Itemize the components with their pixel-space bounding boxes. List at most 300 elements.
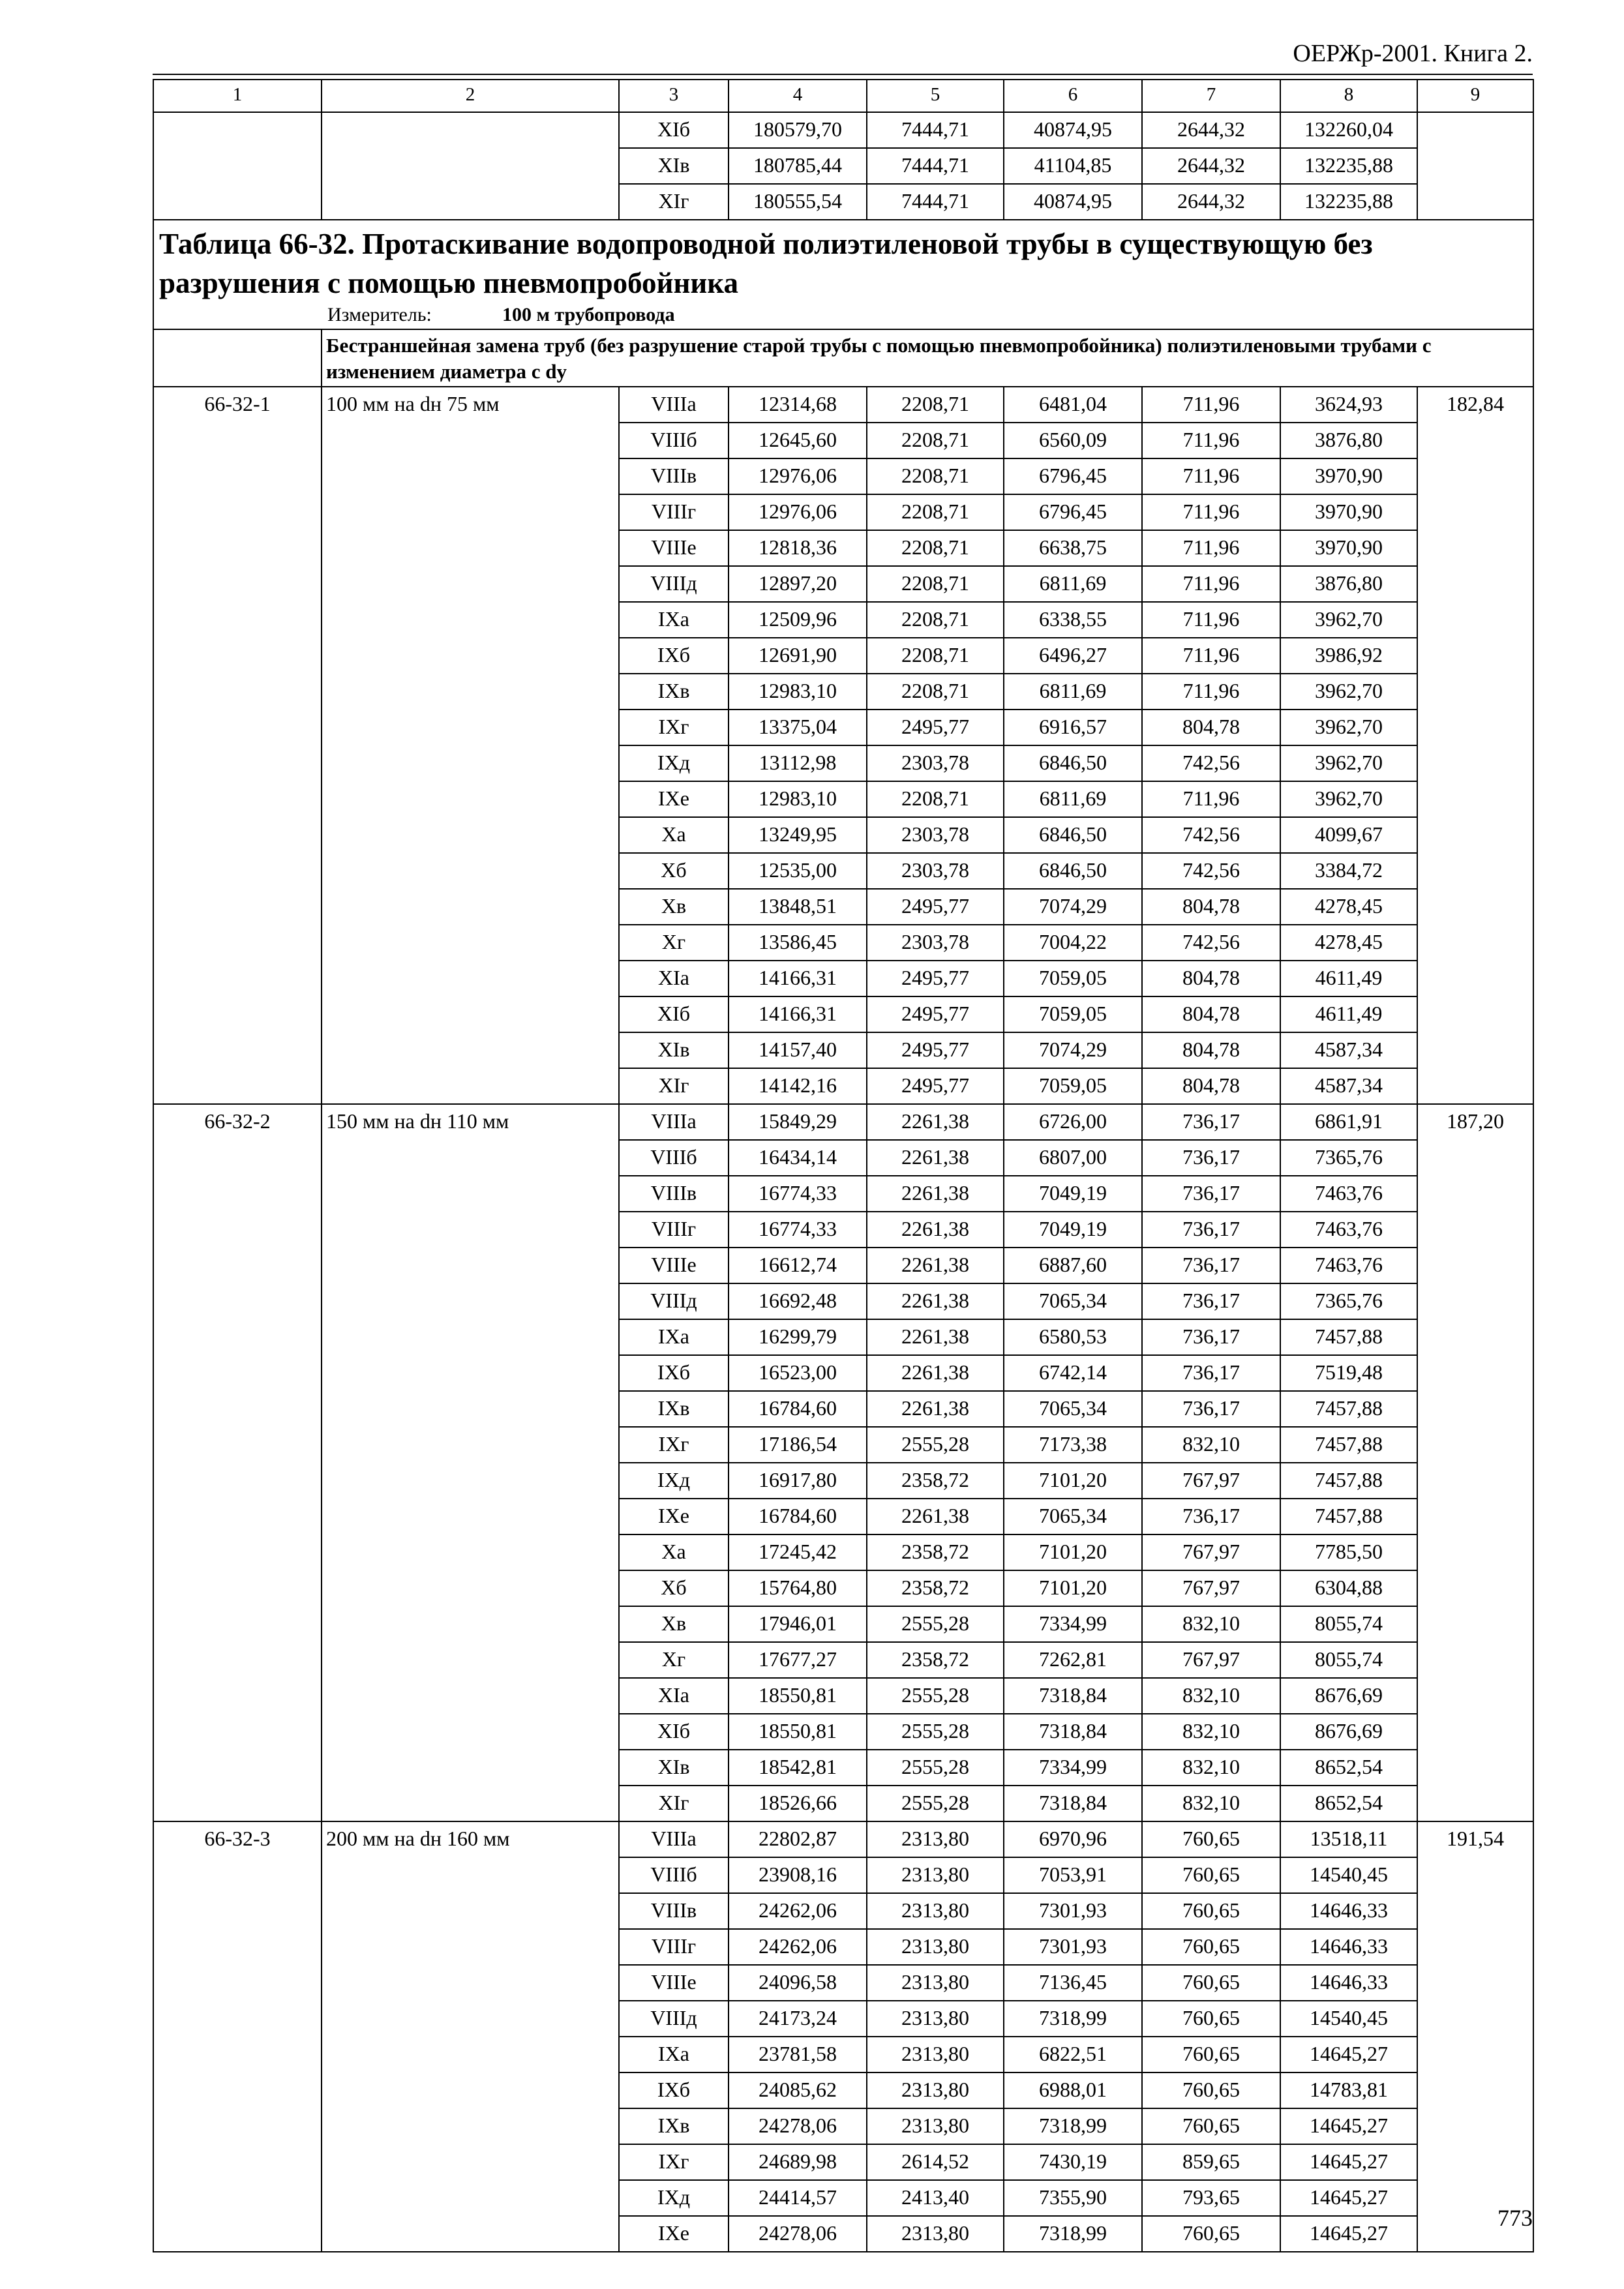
empty-cell <box>1417 184 1533 220</box>
section-description: Бестраншейная замена труб (без разрушение старой трубы с помощью пневмопробойника) полиэтиленовыми трубами с изменением диаметра с dу <box>322 329 1533 387</box>
value-cell: 6822,51 <box>1004 2037 1142 2072</box>
zone-cell: IXа <box>619 2037 729 2072</box>
page-number: 773 <box>1497 2205 1533 2231</box>
value-cell: 2495,77 <box>867 889 1004 925</box>
table-title: Таблица 66-32. Протаскивание водопроводной полиэтиленовой трубы в существующую без разрушения с помощью пневмопробойника <box>153 220 1533 303</box>
value-cell: 7457,88 <box>1280 1319 1417 1355</box>
value-cell: 4587,34 <box>1280 1032 1417 1068</box>
description-row <box>153 329 1533 387</box>
value-cell: 12983,10 <box>729 781 867 817</box>
value-cell: 2614,52 <box>867 2144 1004 2180</box>
value-cell: 2555,28 <box>867 1427 1004 1463</box>
value-cell: 6811,69 <box>1004 674 1142 710</box>
value-cell: 14166,31 <box>729 961 867 996</box>
value-cell: 14166,31 <box>729 996 867 1032</box>
value-cell: 7318,99 <box>1004 2216 1142 2252</box>
table-row <box>153 184 1533 220</box>
header-rule <box>153 74 1533 75</box>
value-cell: 832,10 <box>1142 1714 1280 1750</box>
value-cell: 12897,20 <box>729 566 867 602</box>
value-cell: 711,96 <box>1142 566 1280 602</box>
value-cell: 7355,90 <box>1004 2180 1142 2216</box>
value-cell: 7430,19 <box>1004 2144 1142 2180</box>
value-cell: 742,56 <box>1142 817 1280 853</box>
zone-cell: Xб <box>619 1570 729 1606</box>
value-cell: 4611,49 <box>1280 996 1417 1032</box>
empty-cell <box>153 148 322 184</box>
value-cell: 3962,70 <box>1280 781 1417 817</box>
value-cell: 13249,95 <box>729 817 867 853</box>
value-cell: 7318,99 <box>1004 2108 1142 2144</box>
value-cell: 6861,91 <box>1280 1104 1417 1140</box>
value-cell: 2261,38 <box>867 1319 1004 1355</box>
zone-cell: IXб <box>619 2072 729 2108</box>
empty-cell <box>153 112 322 148</box>
zone-cell: XIг <box>619 1786 729 1821</box>
zone-cell: IXе <box>619 1499 729 1534</box>
value-cell: 2303,78 <box>867 925 1004 961</box>
value-cell: 12314,68 <box>729 387 867 423</box>
value-cell: 18526,66 <box>729 1786 867 1821</box>
value-cell: 6807,00 <box>1004 1140 1142 1176</box>
value-cell: 2208,71 <box>867 530 1004 566</box>
value-cell: 14142,16 <box>729 1068 867 1104</box>
value-cell: 180555,54 <box>729 184 867 220</box>
column-number: 5 <box>867 80 1004 112</box>
value-cell: 7059,05 <box>1004 961 1142 996</box>
zone-cell: XIв <box>619 1750 729 1786</box>
value-cell: 7004,22 <box>1004 925 1142 961</box>
value-cell: 16774,33 <box>729 1212 867 1248</box>
value-cell: 14646,33 <box>1280 1929 1417 1965</box>
value-cell: 3962,70 <box>1280 745 1417 781</box>
value-cell: 41104,85 <box>1004 148 1142 184</box>
value-cell: 7457,88 <box>1280 1391 1417 1427</box>
zone-cell: XIб <box>619 996 729 1032</box>
value-cell: 736,17 <box>1142 1212 1280 1248</box>
zone-cell: VIIIв <box>619 1893 729 1929</box>
value-cell: XIг <box>619 184 729 220</box>
value-cell: 8676,69 <box>1280 1714 1417 1750</box>
value-cell: 6580,53 <box>1004 1319 1142 1355</box>
value-cell: 2208,71 <box>867 494 1004 530</box>
value-cell: 7444,71 <box>867 112 1004 148</box>
zone-cell: Xа <box>619 817 729 853</box>
value-cell: 760,65 <box>1142 1857 1280 1893</box>
value-cell: 13518,11 <box>1280 1821 1417 1857</box>
value-cell: 2303,78 <box>867 853 1004 889</box>
value-cell: 2261,38 <box>867 1355 1004 1391</box>
value-cell: 17946,01 <box>729 1606 867 1642</box>
value-cell: 4278,45 <box>1280 889 1417 925</box>
value-cell: 3624,93 <box>1280 387 1417 423</box>
value-cell: 17186,54 <box>729 1427 867 1463</box>
value-cell: 13112,98 <box>729 745 867 781</box>
value-cell: 2495,77 <box>867 1032 1004 1068</box>
value-cell: 2495,77 <box>867 961 1004 996</box>
value-cell: 760,65 <box>1142 2072 1280 2108</box>
zone-cell: VIIIб <box>619 1140 729 1176</box>
value-cell: 16917,80 <box>729 1463 867 1499</box>
value-cell: 2313,80 <box>867 2037 1004 2072</box>
value-cell: 132260,04 <box>1280 112 1417 148</box>
value-cell: 7318,84 <box>1004 1678 1142 1714</box>
zone-cell: IXд <box>619 1463 729 1499</box>
value-cell: 2208,71 <box>867 638 1004 674</box>
value-cell: 6811,69 <box>1004 781 1142 817</box>
value-cell: 16692,48 <box>729 1283 867 1319</box>
value-cell: 7457,88 <box>1280 1463 1417 1499</box>
value-cell: 736,17 <box>1142 1283 1280 1319</box>
value-cell: 24414,57 <box>729 2180 867 2216</box>
value-cell: 3970,90 <box>1280 458 1417 494</box>
value-cell: 7059,05 <box>1004 996 1142 1032</box>
value-cell: 2208,71 <box>867 674 1004 710</box>
zone-cell: Xб <box>619 853 729 889</box>
value-cell: 4611,49 <box>1280 961 1417 996</box>
table-row <box>153 387 1533 423</box>
value-cell: 16299,79 <box>729 1319 867 1355</box>
value-cell: 859,65 <box>1142 2144 1280 2180</box>
value-cell: 2555,28 <box>867 1786 1004 1821</box>
measure-label: Измеритель: <box>327 304 432 325</box>
zone-cell: VIIIе <box>619 530 729 566</box>
title-row <box>153 220 1533 303</box>
zone-cell: VIIIа <box>619 387 729 423</box>
column-number: 3 <box>619 80 729 112</box>
value-cell: 6846,50 <box>1004 745 1142 781</box>
value-cell: 13586,45 <box>729 925 867 961</box>
value-cell: 742,56 <box>1142 745 1280 781</box>
zone-cell: Xв <box>619 889 729 925</box>
zone-cell: Xг <box>619 925 729 961</box>
zone-cell: VIIIа <box>619 1821 729 1857</box>
value-cell: 2555,28 <box>867 1750 1004 1786</box>
value-cell: 760,65 <box>1142 1965 1280 2001</box>
value-cell: 7365,76 <box>1280 1283 1417 1319</box>
zone-cell: VIIIд <box>619 2001 729 2037</box>
value-cell: 760,65 <box>1142 1893 1280 1929</box>
value-cell: 7318,84 <box>1004 1786 1142 1821</box>
value-cell: 2358,72 <box>867 1570 1004 1606</box>
value-cell: 804,78 <box>1142 1068 1280 1104</box>
value-cell: 6796,45 <box>1004 494 1142 530</box>
value-cell: 3962,70 <box>1280 674 1417 710</box>
value-cell: 3970,90 <box>1280 530 1417 566</box>
value-cell: 2313,80 <box>867 1965 1004 2001</box>
value-cell: 2261,38 <box>867 1104 1004 1140</box>
value-cell: 2261,38 <box>867 1212 1004 1248</box>
value-cell: 7074,29 <box>1004 889 1142 925</box>
rate-name: 150 мм на dн 110 мм <box>322 1104 619 1821</box>
value-cell: 793,65 <box>1142 2180 1280 2216</box>
value-cell: 760,65 <box>1142 2108 1280 2144</box>
value-cell: 2208,71 <box>867 387 1004 423</box>
zone-cell: VIIIг <box>619 1929 729 1965</box>
value-cell: 18542,81 <box>729 1750 867 1786</box>
zone-cell: VIIIг <box>619 494 729 530</box>
zone-cell: IXд <box>619 745 729 781</box>
measure-row <box>153 303 1533 329</box>
measure-cell <box>153 303 1533 329</box>
value-cell: 7262,81 <box>1004 1642 1142 1678</box>
value-cell: 14645,27 <box>1280 2180 1417 2216</box>
value-cell: 711,96 <box>1142 494 1280 530</box>
value-cell: 13375,04 <box>729 710 867 745</box>
value-cell: 6496,27 <box>1004 638 1142 674</box>
value-cell: 804,78 <box>1142 961 1280 996</box>
value-cell: 767,97 <box>1142 1642 1280 1678</box>
value-cell: 12818,36 <box>729 530 867 566</box>
value-cell: 804,78 <box>1142 889 1280 925</box>
rate-code: 66-32-1 <box>153 387 322 1104</box>
value-cell: 2261,38 <box>867 1176 1004 1212</box>
value-cell: 711,96 <box>1142 638 1280 674</box>
value-cell: 7049,19 <box>1004 1212 1142 1248</box>
value-cell: 2495,77 <box>867 996 1004 1032</box>
value-cell: 12976,06 <box>729 494 867 530</box>
value-cell: 6638,75 <box>1004 530 1142 566</box>
value-cell: 2261,38 <box>867 1283 1004 1319</box>
value-cell: 18550,81 <box>729 1714 867 1750</box>
value-cell: 2495,77 <box>867 710 1004 745</box>
table-row <box>153 112 1533 148</box>
value-cell: 760,65 <box>1142 2001 1280 2037</box>
zone-cell: VIIIб <box>619 423 729 458</box>
value-cell: 7463,76 <box>1280 1248 1417 1283</box>
value-cell: 711,96 <box>1142 602 1280 638</box>
value-cell: 7444,71 <box>867 184 1004 220</box>
value-cell: 7444,71 <box>867 148 1004 184</box>
zone-cell: IXг <box>619 710 729 745</box>
value-cell: 2208,71 <box>867 423 1004 458</box>
value-cell: 7334,99 <box>1004 1606 1142 1642</box>
value-cell: 3962,70 <box>1280 710 1417 745</box>
column9-value: 187,20 <box>1417 1104 1533 1821</box>
measure-value: 100 м трубопровода <box>502 304 675 325</box>
value-cell: 8652,54 <box>1280 1786 1417 1821</box>
zone-cell: IXд <box>619 2180 729 2216</box>
value-cell: 6988,01 <box>1004 2072 1142 2108</box>
value-cell: 2555,28 <box>867 1606 1004 1642</box>
value-cell: 6560,09 <box>1004 423 1142 458</box>
zone-cell: VIIIа <box>619 1104 729 1140</box>
table-row <box>153 148 1533 184</box>
zone-cell: VIIIг <box>619 1212 729 1248</box>
value-cell: 711,96 <box>1142 781 1280 817</box>
value-cell: 2644,32 <box>1142 148 1280 184</box>
value-cell: 2644,32 <box>1142 112 1280 148</box>
value-cell: 7463,76 <box>1280 1212 1417 1248</box>
value-cell: 2495,77 <box>867 1068 1004 1104</box>
column-number: 2 <box>322 80 619 112</box>
value-cell: 711,96 <box>1142 458 1280 494</box>
zone-cell: VIIIе <box>619 1965 729 2001</box>
empty-cell <box>322 148 619 184</box>
value-cell: 2261,38 <box>867 1391 1004 1427</box>
rate-code: 66-32-3 <box>153 1821 322 2252</box>
value-cell: 3876,80 <box>1280 566 1417 602</box>
value-cell: 8652,54 <box>1280 1750 1417 1786</box>
value-cell: 14540,45 <box>1280 1857 1417 1893</box>
zone-cell: Xа <box>619 1534 729 1570</box>
zone-cell: IXг <box>619 2144 729 2180</box>
column-number: 9 <box>1417 80 1533 112</box>
value-cell: 18550,81 <box>729 1678 867 1714</box>
value-cell: 12691,90 <box>729 638 867 674</box>
value-cell: 711,96 <box>1142 674 1280 710</box>
value-cell: 12509,96 <box>729 602 867 638</box>
value-cell: 736,17 <box>1142 1319 1280 1355</box>
table-row <box>153 1104 1533 1140</box>
value-cell: 742,56 <box>1142 853 1280 889</box>
value-cell: 14645,27 <box>1280 2216 1417 2252</box>
value-cell: 6887,60 <box>1004 1248 1142 1283</box>
zone-cell: XIб <box>619 1714 729 1750</box>
value-cell: 7457,88 <box>1280 1499 1417 1534</box>
value-cell: 12983,10 <box>729 674 867 710</box>
value-cell: 7173,38 <box>1004 1427 1142 1463</box>
value-cell: 3876,80 <box>1280 423 1417 458</box>
value-cell: 3384,72 <box>1280 853 1417 889</box>
value-cell: XIб <box>619 112 729 148</box>
value-cell: 14157,40 <box>729 1032 867 1068</box>
zone-cell: IXв <box>619 2108 729 2144</box>
value-cell: 760,65 <box>1142 2216 1280 2252</box>
value-cell: 7365,76 <box>1280 1140 1417 1176</box>
empty-cell <box>153 329 322 387</box>
value-cell: 832,10 <box>1142 1427 1280 1463</box>
value-cell: 7065,34 <box>1004 1499 1142 1534</box>
value-cell: 23781,58 <box>729 2037 867 2072</box>
value-cell: 6796,45 <box>1004 458 1142 494</box>
value-cell: 711,96 <box>1142 423 1280 458</box>
zone-cell: VIIIд <box>619 566 729 602</box>
column-number: 7 <box>1142 80 1280 112</box>
value-cell: 14645,27 <box>1280 2108 1417 2144</box>
value-cell: 22802,87 <box>729 1821 867 1857</box>
value-cell: 2555,28 <box>867 1678 1004 1714</box>
value-cell: 711,96 <box>1142 387 1280 423</box>
value-cell: 7301,93 <box>1004 1929 1142 1965</box>
value-cell: 12976,06 <box>729 458 867 494</box>
zone-cell: XIг <box>619 1068 729 1104</box>
value-cell: 6811,69 <box>1004 566 1142 602</box>
running-header: ОЕРЖр-2001. Книга 2. <box>1293 40 1533 67</box>
value-cell: 2644,32 <box>1142 184 1280 220</box>
value-cell: 7101,20 <box>1004 1534 1142 1570</box>
value-cell: 12535,00 <box>729 853 867 889</box>
column9-value: 182,84 <box>1417 387 1533 1104</box>
zone-cell: Xг <box>619 1642 729 1678</box>
value-cell: 14783,81 <box>1280 2072 1417 2108</box>
value-cell: 2358,72 <box>867 1642 1004 1678</box>
value-cell: 24096,58 <box>729 1965 867 2001</box>
value-cell: 736,17 <box>1142 1391 1280 1427</box>
value-cell: 7785,50 <box>1280 1534 1417 1570</box>
value-cell: 3970,90 <box>1280 494 1417 530</box>
value-cell: 767,97 <box>1142 1534 1280 1570</box>
value-cell: 132235,88 <box>1280 148 1417 184</box>
empty-cell <box>322 184 619 220</box>
zone-cell: VIIIб <box>619 1857 729 1893</box>
value-cell: 711,96 <box>1142 530 1280 566</box>
value-cell: 6742,14 <box>1004 1355 1142 1391</box>
value-cell: 736,17 <box>1142 1499 1280 1534</box>
value-cell: 6481,04 <box>1004 387 1142 423</box>
value-cell: 832,10 <box>1142 1606 1280 1642</box>
rate-name: 200 мм на dн 160 мм <box>322 1821 619 2252</box>
rates-table <box>153 79 1534 2252</box>
value-cell: 16774,33 <box>729 1176 867 1212</box>
value-cell: 2208,71 <box>867 602 1004 638</box>
zone-cell: VIIIе <box>619 1248 729 1283</box>
empty-cell <box>1417 112 1533 148</box>
rate-name: 100 мм на dн 75 мм <box>322 387 619 1104</box>
value-cell: 2313,80 <box>867 2108 1004 2144</box>
value-cell: 2313,80 <box>867 1893 1004 1929</box>
value-cell: 4587,34 <box>1280 1068 1417 1104</box>
value-cell: 2555,28 <box>867 1714 1004 1750</box>
value-cell: 2208,71 <box>867 458 1004 494</box>
value-cell: 2261,38 <box>867 1499 1004 1534</box>
value-cell: 2208,71 <box>867 566 1004 602</box>
value-cell: 14540,45 <box>1280 2001 1417 2037</box>
value-cell: 4099,67 <box>1280 817 1417 853</box>
column-number: 4 <box>729 80 867 112</box>
value-cell: 14645,27 <box>1280 2144 1417 2180</box>
value-cell: 804,78 <box>1142 996 1280 1032</box>
value-cell: 736,17 <box>1142 1355 1280 1391</box>
value-cell: 3962,70 <box>1280 602 1417 638</box>
zone-cell: IXв <box>619 674 729 710</box>
value-cell: 7318,99 <box>1004 2001 1142 2037</box>
value-cell: 24262,06 <box>729 1929 867 1965</box>
value-cell: 2261,38 <box>867 1140 1004 1176</box>
zone-cell: IXв <box>619 1391 729 1427</box>
value-cell: 23908,16 <box>729 1857 867 1893</box>
value-cell: 16612,74 <box>729 1248 867 1283</box>
zone-cell: IXг <box>619 1427 729 1463</box>
value-cell: 16523,00 <box>729 1355 867 1391</box>
zone-cell: VIIIд <box>619 1283 729 1319</box>
column-number: 8 <box>1280 80 1417 112</box>
value-cell: 12645,60 <box>729 423 867 458</box>
value-cell: 8055,74 <box>1280 1642 1417 1678</box>
value-cell: 2208,71 <box>867 781 1004 817</box>
value-cell: 17677,27 <box>729 1642 867 1678</box>
value-cell: 7457,88 <box>1280 1427 1417 1463</box>
zone-cell: IXе <box>619 2216 729 2252</box>
zone-cell: XIа <box>619 961 729 996</box>
rate-code: 66-32-2 <box>153 1104 322 1821</box>
value-cell: 40874,95 <box>1004 112 1142 148</box>
zone-cell: VIIIв <box>619 1176 729 1212</box>
value-cell: 736,17 <box>1142 1248 1280 1283</box>
zone-cell: XIа <box>619 1678 729 1714</box>
value-cell: 7334,99 <box>1004 1750 1142 1786</box>
value-cell: 8055,74 <box>1280 1606 1417 1642</box>
value-cell: 24173,24 <box>729 2001 867 2037</box>
value-cell: 2303,78 <box>867 745 1004 781</box>
value-cell: 832,10 <box>1142 1750 1280 1786</box>
value-cell: 24085,62 <box>729 2072 867 2108</box>
value-cell: 6970,96 <box>1004 1821 1142 1857</box>
value-cell: 2313,80 <box>867 2072 1004 2108</box>
value-cell: 40874,95 <box>1004 184 1142 220</box>
zone-cell: IXа <box>619 602 729 638</box>
value-cell: 760,65 <box>1142 2037 1280 2072</box>
